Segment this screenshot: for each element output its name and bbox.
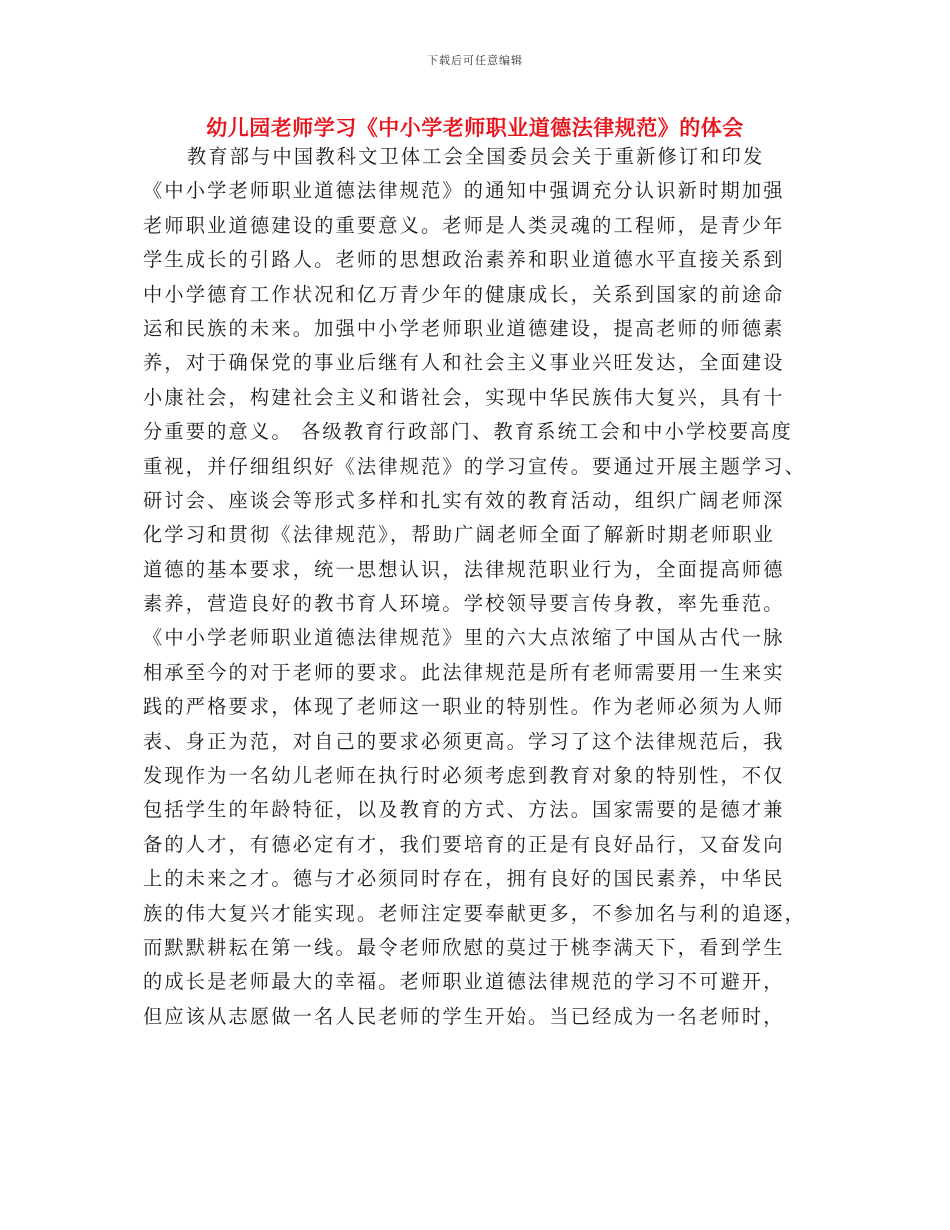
body-line: 化学习和贯彻《法律规范》，帮助广阔老师全面了解新时期老师职业 [143, 523, 776, 547]
body-line: 养，对于确保党的事业后继有人和社会主义事业兴旺发达，全面建设 [143, 351, 785, 375]
body-line: 备的人才，有德必定有才，我们要培育的正是有良好品行，又奋发向 [143, 832, 785, 856]
body-line: 践的严格要求，体现了老师这一职业的特别性。作为老师必须为人师 [143, 695, 785, 719]
body-line: 族的伟大复兴才能实现。老师注定要奉献更多，不参加名与利的追逐， [143, 901, 807, 925]
body-line: 老师职业道德建设的重要意义。老师是人类灵魂的工程师，是青少年 [143, 213, 785, 237]
body-line: 《中小学老师职业道德法律规范》里的六大点浓缩了中国从古代一脉 [143, 626, 785, 650]
body-line: 的成长是老师最大的幸福。老师职业道德法律规范的学习不可避开， [143, 970, 785, 994]
body-line: 中小学德育工作状况和亿万青少年的健康成长，关系到国家的前途命 [143, 282, 785, 306]
body-line: 素养，营造良好的教书育人环境。学校领导要言传身教，率先垂范。 [143, 592, 785, 616]
body-line: 学生成长的引路人。老师的思想政治素养和职业道德水平直接关系到 [143, 248, 785, 272]
body-line: 表、身正为范，对自己的要求必须更高。学习了这个法律规范后，我 [143, 729, 785, 753]
body-line: 《中小学老师职业道德法律规范》的通知中强调充分认识新时期加强 [143, 179, 785, 203]
body-line: 发现作为一名幼儿老师在执行时必须考虑到教育对象的特别性，不仅 [143, 764, 785, 788]
document-title: 幼儿园老师学习《中小学老师职业道德法律规范》的体会 [206, 115, 744, 140]
body-line: 相承至今的对于老师的要求。此法律规范是所有老师需要用一生来实 [143, 660, 785, 684]
body-line: 教育部与中国教科文卫体工会全国委员会关于重新修订和印发 [187, 145, 765, 168]
body-line: 但应该从志愿做一名人民老师的学生开始。当已经成为一名老师时， [143, 1004, 785, 1028]
body-line: 上的未来之才。德与才必须同时存在，拥有良好的国民素养，中华民 [143, 867, 785, 891]
body-line: 而默默耕耘在第一线。最令老师欣慰的莫过于桃李满天下，看到学生 [143, 935, 785, 959]
body-line: 包括学生的年龄特征，以及教育的方式、方法。国家需要的是德才兼 [143, 798, 785, 822]
body-line: 运和民族的未来。加强中小学老师职业道德建设，提高老师的师德素 [143, 316, 785, 340]
header-note: 下载后可任意编辑 [427, 54, 523, 67]
body-line: 小康社会，构建社会主义和谐社会，实现中华民族伟大复兴，具有十 [143, 385, 785, 409]
body-line: 道德的基本要求，统一思想认识，法律规范职业行为，全面提高师德 [143, 557, 785, 581]
body-line: 分重要的意义。 各级教育行政部门、教育系统工会和中小学校要高度 [143, 420, 793, 444]
body-line: 重视，并仔细组织好《法律规范》的学习宣传。要通过开展主题学习、 [143, 454, 807, 478]
body-line: 研讨会、座谈会等形式多样和扎实有效的教育活动，组织广阔老师深 [143, 488, 785, 512]
document-body [143, 140, 813, 1034]
